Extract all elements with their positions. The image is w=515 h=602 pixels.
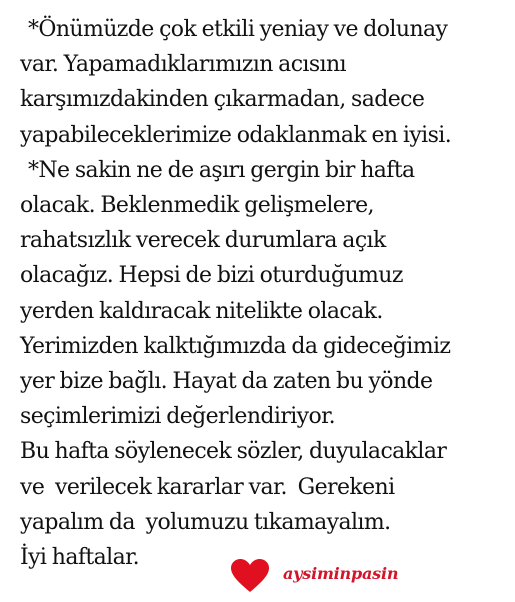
text-line: yerden kaldıracak nitelikte olacak. xyxy=(20,298,383,324)
signature-footer xyxy=(0,550,515,600)
text-line: ve verilecek kararlar var. Gerekeni xyxy=(20,474,395,500)
text-line: Bu hafta söylenecek sözler, duyulacaklar xyxy=(20,439,447,465)
text-line: yapalım da yolumuzu tıkamayalım. xyxy=(20,509,391,535)
heart-icon xyxy=(230,558,270,594)
text-line: karşımızdakinden çıkarmadan, sadece xyxy=(20,87,425,113)
text-line: yer bize bağlı. Hayat da zaten bu yönde xyxy=(20,369,433,395)
text-line: yapabileceklerimize odaklanmak en iyisi. xyxy=(20,122,452,148)
text-line: seçimlerimizi değerlendiriyor. xyxy=(20,404,336,430)
horoscope-text xyxy=(20,12,510,575)
text-line: İyi haftalar. xyxy=(20,545,139,571)
text-line: *Önümüzde çok etkili yeniay ve dolunay xyxy=(28,17,448,42)
text-line: olacağız. Hepsi de bizi oturduğumuz xyxy=(20,263,403,289)
text-line: *Ne sakin ne de aşırı gergin bir hafta xyxy=(28,157,415,183)
text-line: rahatsızlık verecek durumlara açık xyxy=(20,228,386,254)
text-line: Yerimizden kalktığımızda da gideceğimiz xyxy=(20,333,451,359)
text-line: olacak. Beklenmedik gelişmelere, xyxy=(20,193,374,219)
signature-text: aysiminpasin xyxy=(283,564,399,583)
text-line: var. Yapamadıklarımızın acısını xyxy=(20,52,346,78)
